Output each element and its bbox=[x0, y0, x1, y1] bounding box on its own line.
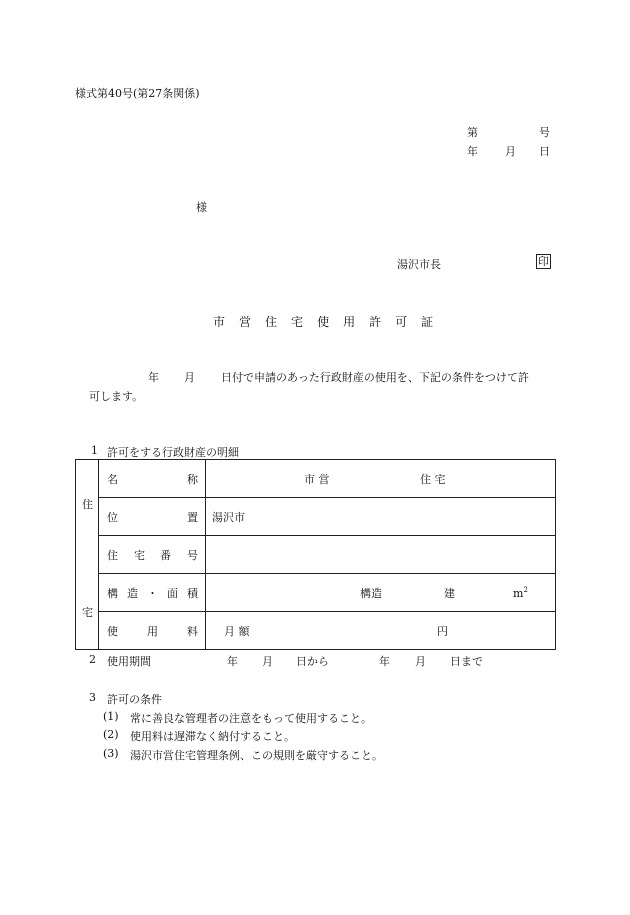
title-char: 宅 bbox=[291, 315, 304, 329]
label-char: 積 bbox=[187, 586, 198, 600]
section2-label: 使用期間 bbox=[107, 655, 151, 668]
body-month: 月 bbox=[184, 371, 195, 384]
label-char: 造 bbox=[127, 586, 138, 600]
table-row-structure bbox=[76, 574, 556, 612]
period-start-year: 年 bbox=[227, 655, 238, 668]
title-char: 許 bbox=[369, 315, 382, 329]
title-char: 営 bbox=[239, 315, 252, 329]
label-structure bbox=[99, 574, 206, 612]
addressee-suffix: 様 bbox=[196, 201, 207, 214]
doc-number-suffix: 号 bbox=[539, 126, 550, 139]
label-char: 住 bbox=[107, 548, 118, 562]
period-start-day: 日から bbox=[296, 655, 329, 668]
side-label-top: 住 bbox=[82, 498, 93, 511]
value-name bbox=[206, 460, 556, 498]
date-year: 年 bbox=[467, 145, 478, 158]
title-char: 市 bbox=[213, 315, 226, 329]
condition-number: (1) bbox=[103, 710, 119, 723]
label-char: 宅 bbox=[134, 548, 145, 562]
side-label-bottom: 宅 bbox=[82, 606, 93, 619]
value-structure bbox=[206, 574, 556, 612]
label-char: 名 bbox=[107, 472, 118, 486]
document-title bbox=[213, 313, 433, 330]
body-line1: 日付で申請のあった行政財産の使用を、下記の条件をつけて許 bbox=[221, 371, 529, 384]
condition-text: 使用料は遅滞なく納付すること。 bbox=[130, 730, 295, 743]
section2-number: 2 bbox=[89, 653, 96, 666]
period-end-day: 日まで bbox=[450, 655, 483, 668]
area-unit-exponent: 2 bbox=[523, 585, 528, 594]
value-location-text: 湯沢市 bbox=[212, 510, 245, 524]
label-name bbox=[99, 460, 206, 498]
condition-text: 湯沢市営住宅管理条例、この規則を厳守すること。 bbox=[130, 749, 383, 762]
value-fee bbox=[206, 612, 556, 650]
label-char: 面 bbox=[167, 586, 178, 600]
label-char: 料 bbox=[187, 624, 198, 638]
form-number: 様式第40号(第27条関係) bbox=[75, 87, 200, 100]
doc-number-prefix: 第 bbox=[467, 126, 478, 139]
section1-number: 1 bbox=[91, 444, 98, 457]
area-unit-base: m bbox=[513, 586, 524, 600]
value-structure-label: 構造 bbox=[360, 586, 382, 600]
label-char: 称 bbox=[187, 472, 198, 486]
date-day: 日 bbox=[539, 145, 550, 158]
period-start-month: 月 bbox=[262, 655, 273, 668]
value-number bbox=[206, 536, 556, 574]
label-char: 号 bbox=[187, 548, 198, 562]
value-fee-monthly: 月 額 bbox=[224, 624, 250, 638]
issuer-seal bbox=[536, 254, 551, 269]
issuer-name: 湯沢市長 bbox=[397, 258, 441, 271]
label-char: 位 bbox=[107, 510, 118, 524]
label-char: ・ bbox=[147, 586, 158, 600]
label-char: 用 bbox=[147, 624, 158, 638]
body-line2: 可します。 bbox=[89, 390, 144, 403]
section3-title: 許可の条件 bbox=[107, 693, 162, 706]
title-char: 住 bbox=[265, 315, 278, 329]
value-name-part2: 住 宅 bbox=[420, 472, 446, 486]
table-row-number bbox=[76, 536, 556, 574]
body-year: 年 bbox=[148, 371, 159, 384]
label-location bbox=[99, 498, 206, 536]
title-char: 用 bbox=[343, 315, 356, 329]
table-row-fee bbox=[76, 612, 556, 650]
seal-mark: 印 bbox=[538, 255, 549, 268]
title-char: 使 bbox=[317, 315, 330, 329]
value-building-label: 建 bbox=[444, 586, 455, 600]
label-char: 番 bbox=[160, 548, 171, 562]
label-number bbox=[99, 536, 206, 574]
side-label-cell bbox=[76, 460, 99, 650]
period-end-year: 年 bbox=[379, 655, 390, 668]
property-detail-table bbox=[75, 459, 556, 650]
title-char: 可 bbox=[395, 315, 408, 329]
title-char: 証 bbox=[421, 315, 434, 329]
table-row-location bbox=[76, 498, 556, 536]
value-fee-yen: 円 bbox=[437, 624, 448, 638]
period-end-month: 月 bbox=[415, 655, 426, 668]
value-location bbox=[206, 498, 556, 536]
label-char: 使 bbox=[107, 624, 118, 638]
condition-number: (3) bbox=[103, 747, 119, 760]
label-char: 置 bbox=[187, 510, 198, 524]
condition-text: 常に善良な管理者の注意をもって使用すること。 bbox=[130, 712, 372, 725]
condition-number: (2) bbox=[103, 728, 119, 741]
table-row-name bbox=[76, 460, 556, 498]
area-unit bbox=[513, 586, 528, 600]
label-char: 構 bbox=[107, 586, 118, 600]
section1-title: 許可をする行政財産の明細 bbox=[107, 446, 239, 459]
date-month: 月 bbox=[505, 145, 516, 158]
label-fee bbox=[99, 612, 206, 650]
value-name-part1: 市 営 bbox=[304, 472, 330, 486]
section3-number: 3 bbox=[89, 691, 96, 704]
